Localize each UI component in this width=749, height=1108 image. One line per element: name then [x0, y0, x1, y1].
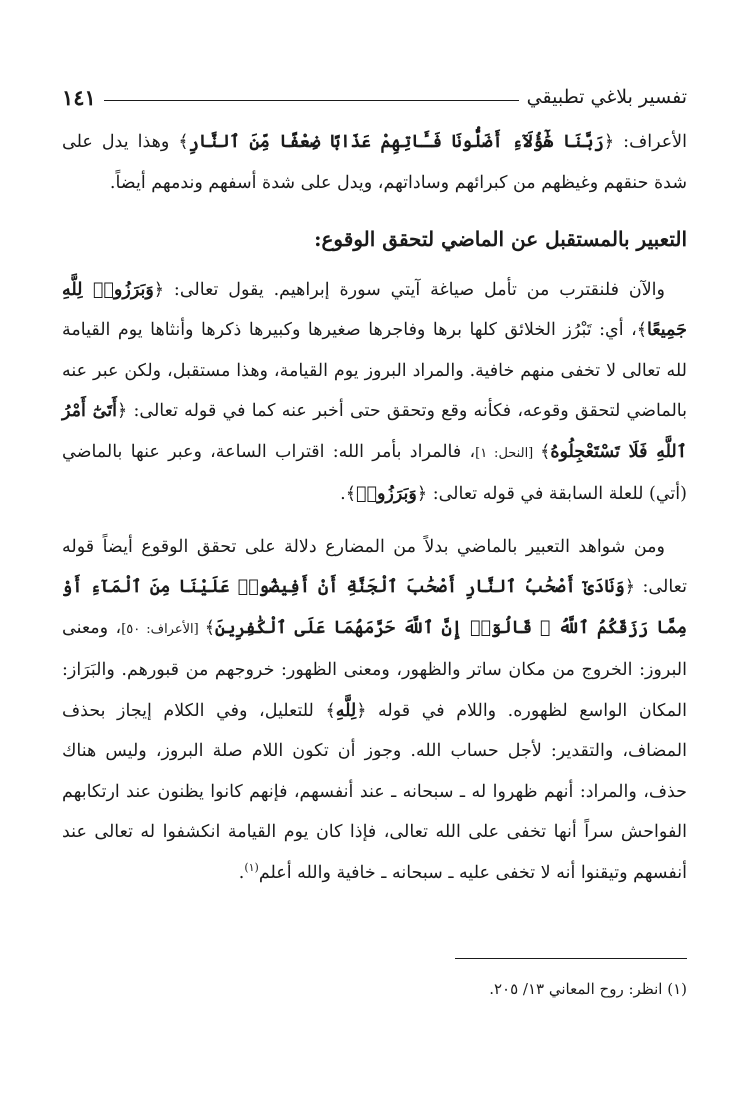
ornate-bracket-close: ﴾: [325, 700, 336, 721]
paragraph-1: [62, 270, 687, 515]
quran-verse: [325, 701, 366, 721]
paragraph-text: ، فالمراد بأمر الله: اقتراب الساعة، وعبر عنها بالماضي (أتي) للعلة السابقة في قوله تعالى:: [62, 441, 687, 504]
verse-text: وَبَرَزُوا۟ لِلَّهِ جَمِيعًا: [62, 279, 687, 340]
footnote: (١) انظر: روح المعاني ١٣/ ٢٠٥.: [489, 980, 687, 998]
verse-text: رَبَّنَا هَٰٓؤُلَآءِ أَضَلُّونَا فَـَٔاتِهِمْ عَذَابًا ضِعْفًا مِّنَ ٱلنَّارِ: [188, 132, 604, 152]
footnote-marker[interactable]: (١): [244, 860, 259, 874]
verse-text: وَبَرَزُوا۟: [355, 484, 417, 504]
ornate-bracket-close: ﴾: [540, 441, 551, 462]
intro-prefix: الأعراف:: [614, 132, 688, 152]
ornate-bracket-close: ﴾: [636, 320, 647, 340]
verse-reference: [الأعراف: ٥٠]: [121, 621, 205, 637]
ornate-bracket-open: ﴿: [603, 132, 615, 152]
intro-paragraph: [62, 122, 687, 203]
paragraph-text: .: [340, 484, 346, 504]
page-header: [62, 82, 687, 112]
footnote-rule: [455, 958, 687, 959]
ornate-bracket-open: ﴿: [153, 279, 165, 300]
paragraph-2: [62, 527, 687, 894]
section-heading: التعبير بالمستقبل عن الماضي لتحقق الوقوع:: [314, 227, 687, 251]
verse-text: وَنَادَىٰٓ أَصْحَٰبُ ٱلنَّارِ أَصْحَٰبَ ٱلْجَنَّةِ أَنْ أَفِيضُوا۟ عَلَيْنَا مِنَ ٱلْمَآءِ أَوْ مِمَّا رَزَقَكُمُ ٱللَّهُ ۚ قَالُوٓا۟ إِنَّ ٱللَّهَ حَرَّمَهُمَا عَلَى ٱلْكَٰفِرِينَ: [62, 577, 687, 638]
ornate-bracket-open: ﴿: [116, 401, 128, 421]
verse-reference: [النحل: ١]: [475, 445, 541, 461]
ornate-bracket-close: ﴾: [178, 132, 189, 152]
header-rule: [104, 100, 519, 101]
page-body: [62, 122, 687, 893]
quran-verse: [178, 132, 614, 152]
quran-verse: [346, 484, 427, 504]
ornate-bracket-close: ﴾: [204, 617, 215, 638]
book-title: تفسير بلاغي تطبيقي: [526, 86, 687, 108]
verse-text: لِلَّهِ: [335, 700, 357, 721]
ornate-bracket-open: ﴿: [416, 484, 428, 504]
paragraph-text: والآن فلنقترب من تأمل صياغة آيتي سورة إبراهيم. يقول تعالى:: [164, 279, 665, 300]
page-number: ١٤١: [62, 84, 96, 110]
paragraph-text: ، أي: تَبْرُز الخلائق كلها برها وفاجرها صغيرها وكبيرها ذكرها وأنثاها يوم القيامة لله تعالى لا تخفى منهم خافية. والمراد البروز يوم القيامة، وهذا مستقبل، ولكن عبر عنه بالماضي لتحقق وقوعه، فكأنه وقع وتحقق حتى أخبر عنه كما في قوله تعالى:: [62, 320, 687, 421]
ornate-bracket-open: ﴿: [356, 700, 367, 721]
ornate-bracket-open: ﴿: [624, 577, 636, 597]
ornate-bracket-close: ﴾: [345, 484, 356, 504]
verse-text: أَتَىٰٓ أَمْرُ ٱللَّهِ فَلَا تَسْتَعْجِلُوهُ: [62, 401, 687, 462]
paragraph-text: ومن شواهد التعبير بالماضي بدلاً من المضارع دلالة على تحقق الوقوع أيضاً قوله تعالى:: [62, 536, 687, 597]
paragraph-text: ، ومعنى البروز: الخروج من مكان ساتر والظهور، ومعنى الظهور: خروجهم من قبورهم. والبَرَاز: المكان الواسع لظهوره. واللام في قوله: [62, 617, 687, 721]
paragraph-text: للتعليل، وفي الكلام إيجاز بحذف المضاف، والتقدير: لأجل حساب الله. وجوز أن تكون اللام صلة البروز، وليس هناك حذف، والمراد: أنهم ظهروا له ـ سبحانه ـ عند أنفسهم، فإنهم كانوا يظنون عند ارتكابهم الفواحش سراً أنها تخفى على الله تعالى، فإذا كان يوم القيامة انكشفوا له تعالى عند أنفسهم وتيقنوا أنه لا تخفى عليه ـ سبحانه ـ خافية والله أعلم: [62, 700, 687, 883]
intro-text: وهذا يدل على شدة حنقهم وغيظهم من كبرائهم وساداتهم، ويدل على شدة أسفهم وندمهم أيضاً.: [62, 132, 687, 193]
paragraph-text: .: [238, 862, 245, 883]
